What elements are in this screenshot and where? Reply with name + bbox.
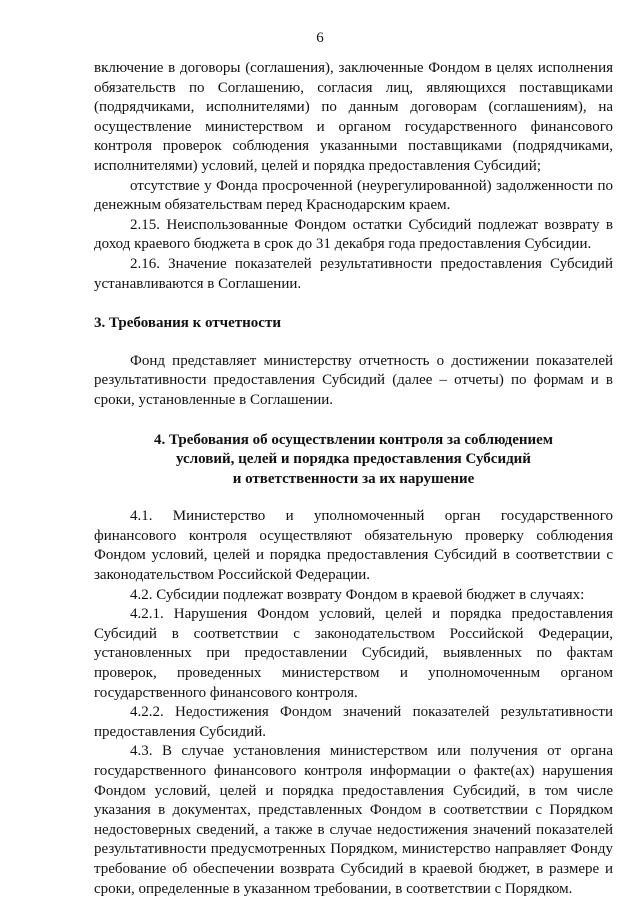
paragraph-debt: отсутствие у Фонда просроченной (неурегулированной) задолженности по денежным обязательствам перед Краснодарским краем. <box>94 177 613 214</box>
section-4-heading <box>94 431 613 490</box>
paragraph-3-reporting: Фонд представляет министерству отчетность о достижении показателей результативности предоставления Субсидий (далее – отчеты) по формам и в сроки, установленные в Соглашении. <box>94 352 613 408</box>
section-4-heading-line: и ответственности за их нарушение <box>232 470 475 487</box>
paragraph-4-2-1: 4.2.1. Нарушения Фондом условий, целей и порядка предоставления Субсидий в соответствии с законодательством Российской Федерации, установленных при предоставлении Субсидий, выявленных по фактам проверок, проведенных министерством и уполномоченным органом государственного финансового контроля. <box>94 606 613 701</box>
paragraph-4-2-2: 4.2.2. Недостижения Фондом значений показателей результативности предоставления Субсидий. <box>94 704 613 740</box>
section-4-heading-line: условий, целей и порядка предоставления Субсидий <box>176 451 531 468</box>
paragraph-2-15: 2.15. Неиспользованные Фондом остатки Субсидий подлежат возврату в доход краевого бюджета в срок до 31 декабря года предоставления Субсидии. <box>94 216 613 253</box>
paragraph-contracts: включение в договоры (соглашения), заключенные Фондом в целях исполнения обязательств по Соглашению, согласия лиц, являющихся поставщиками (подрядчиками, исполнителями) по данным договорам (соглашениям), на осуществление министерством и органом государственного финансового контроля проверок соблюдения указанными поставщиками (подрядчиками, исполнителями) условий, целей и порядка предоставления Субсидий; <box>94 60 613 174</box>
paragraph-4-2: 4.2. Субсидии подлежат возврату Фондом в краевой бюджет в случаях: <box>130 586 585 603</box>
page-number: 6 <box>316 30 324 46</box>
paragraph-2-16: 2.16. Значение показателей результативности предоставления Субсидий устанавливаются в Соглашении. <box>94 255 613 292</box>
section-3-heading: 3. Требования к отчетности <box>94 315 281 332</box>
section-4-heading-line: 4. Требования об осуществлении контроля за соблюдением <box>153 431 554 448</box>
paragraph-4-1: 4.1. Министерство и уполномоченный орган государственного финансового контроля осуществляют обязательную проверку соблюдения Фондом условий, целей и порядка предоставления Субсидий в соответствии с законодательством Российской Федерации. <box>94 508 613 584</box>
document-body <box>94 59 613 899</box>
paragraph-4-3: 4.3. В случае установления министерством или получения от органа государственного финансового контроля информации о факте(ах) нарушения Фондом условий, целей и порядка предоставления Субсидий, в том числе указания в документах, представленных Фондом в соответствии с Порядком недостоверных сведений, а также в случае недостижения значений показателей результативности предусмотренных Порядком, министерство направляет Фонду требование об обеспечении возврата Субсидий в краевой бюджет, в размере и сроки, определенные в указанном требовании, в соответствии с Порядком. <box>94 743 613 897</box>
